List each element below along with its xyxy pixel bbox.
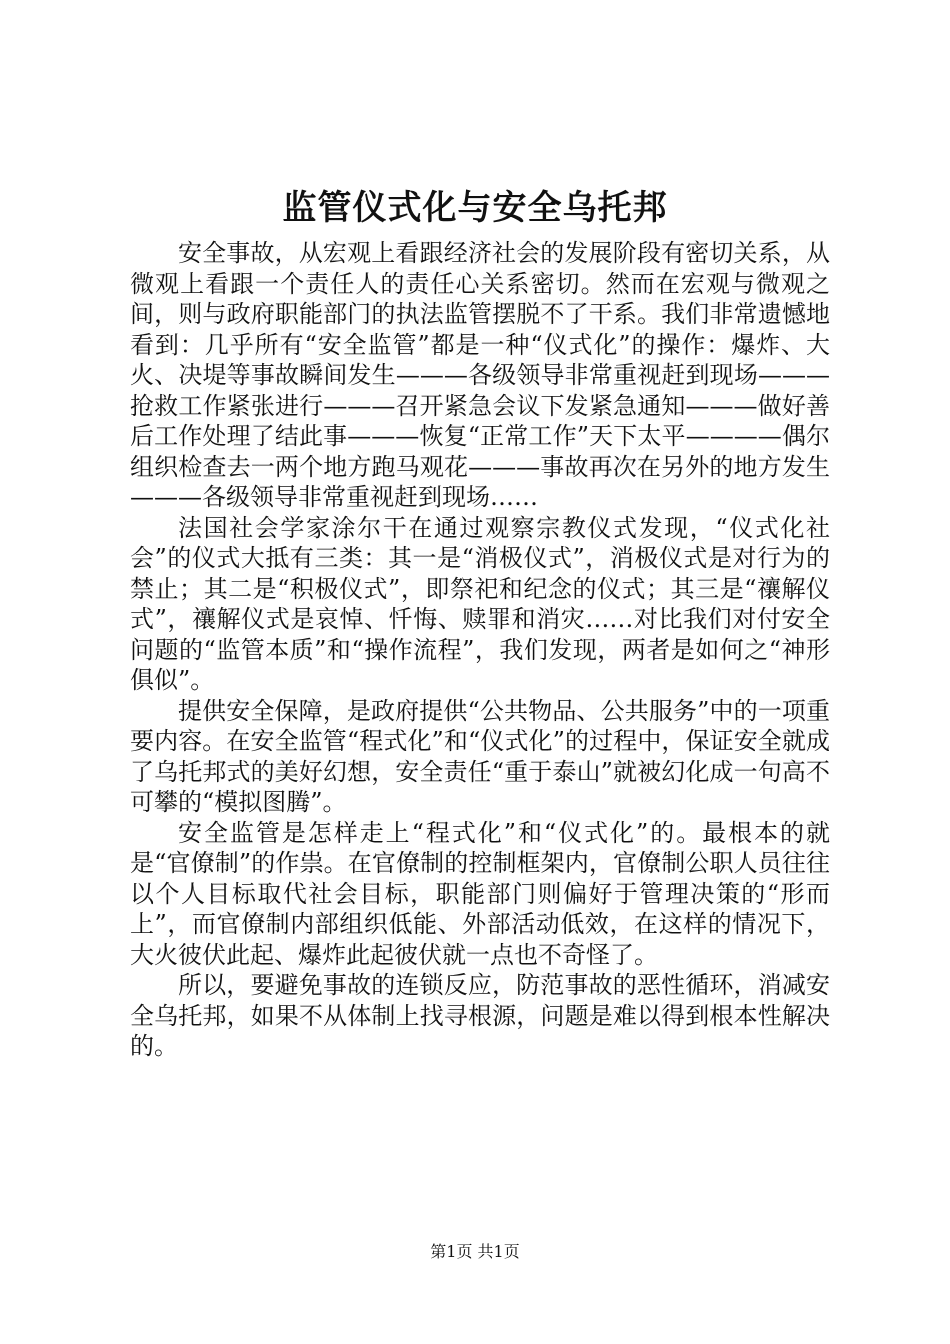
paragraph-3: 提供安全保障，是政府提供“公共物品、公共服务”中的一项重要内容。在安全监管“程式化”和“仪式化”的过程中，保证安全就成了乌托邦式的美好幻想，安全责任“重于泰山”就被幻化成一句高不可攀的“模拟图腾”。 (130, 696, 830, 816)
paragraph-5: 所以，要避免事故的连锁反应，防范事故的恶性循环，消减安全乌托邦，如果不从体制上找寻根源，问题是难以得到根本性解决的。 (130, 971, 830, 1060)
page-footer: 第1页 共1页 (430, 1242, 520, 1261)
paragraph-1: 安全事故，从宏观上看跟经济社会的发展阶段有密切关系，从微观上看跟一个责任人的责任心关系密切。然而在宏观与微观之间，则与政府职能部门的执法监管摆脱不了干系。我们非常遗憾地看到：几乎所有“安全监管”都是一种“仪式化”的操作：爆炸、大火、决堤等事故瞬间发生———各级领导非常重视赶到现场———抢救工作紧张进行———召开紧急会议下发紧急通知———做好善后工作处理了结此事———恢复“正常工作”天下太平————偶尔组织检查去一两个地方跑马观花———事故再次在另外的地方发生———各级领导非常重视赶到现场…… (130, 239, 830, 511)
document-title: 监管仪式化与安全乌托邦 (282, 188, 668, 228)
paragraph-4: 安全监管是怎样走上“程式化”和“仪式化”的。最根本的就是“官僚制”的作祟。在官僚制的控制框架内，官僚制公职人员往往以个人目标取代社会目标，职能部门则偏好于管理决策的“形而上”，而官僚制内部组织低能、外部活动低效，在这样的情况下，大火彼伏此起、爆炸此起彼伏就一点也不奇怪了。 (130, 818, 830, 969)
paragraph-2: 法国社会学家涂尔干在通过观察宗教仪式发现，“仪式化社会”的仪式大抵有三类：其一是“消极仪式”，消极仪式是对行为的禁止；其二是“积极仪式”，即祭祀和纪念的仪式；其三是“禳解仪式”，禳解仪式是哀悼、忏悔、赎罪和消灾……对比我们对付安全问题的“监管本质”和“操作流程”，我们发现，两者是如何之“神形俱似”。 (130, 513, 830, 694)
document-body (130, 238, 830, 1062)
